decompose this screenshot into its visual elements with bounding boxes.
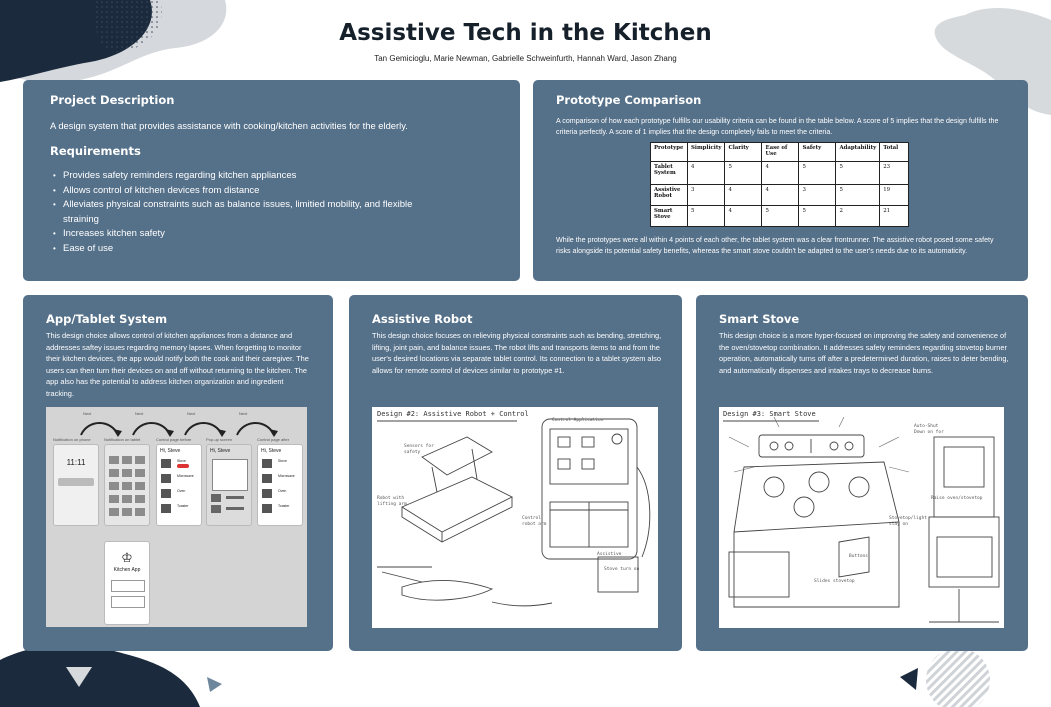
comparison-intro: A comparison of how each prototype fulfills our usability criteria can be found in the table below. A score of 5 implies that the design fulfills the criteria perfectly. A score of 1 implies that the design completely fails to meet the criteria.: [556, 117, 999, 136]
screen-label: Pop-up screen: [206, 437, 233, 442]
prototype-comparison-panel: [533, 80, 1028, 281]
table-cell: 3: [799, 185, 836, 206]
stove-sketch-title: Design #3: Smart Stove: [723, 410, 816, 418]
robot-sketch-title: Design #2: Assistive Robot + Control: [377, 410, 529, 418]
robot-heading: Assistive Robot: [372, 312, 473, 326]
robot-sketch-drawing: [372, 407, 658, 628]
requirement-item: • Increases kitchen safety: [50, 227, 420, 242]
table-header-row: [651, 143, 909, 162]
assistive-robot-panel: [349, 295, 682, 651]
table-cell: 3: [688, 185, 725, 206]
svg-text:lifting arm: lifting arm: [377, 502, 407, 507]
comparison-heading: Prototype Comparison: [556, 93, 702, 107]
table-cell: 5: [799, 206, 836, 227]
svg-text:Control Application: Control Application: [552, 418, 604, 423]
popup-screen: [206, 444, 252, 526]
table-cell: 23: [880, 162, 909, 185]
svg-text:Buttons: Buttons: [849, 554, 868, 559]
kitchen-app-home-screen: [104, 541, 150, 625]
svg-text:Raise oven/stovetop: Raise oven/stovetop: [931, 496, 983, 501]
control-page-before: [156, 444, 202, 526]
device-label: Microwave: [278, 474, 295, 478]
requirement-item: • Provides safety reminders regarding kitchen appliances: [50, 169, 420, 184]
device-label: Microwave: [177, 474, 194, 478]
table-cell: 4: [762, 185, 799, 206]
screen-label: Notification on phone: [53, 437, 91, 442]
greeting-text: Hi, Steve: [210, 448, 231, 454]
table-header-cell: Simplicity: [688, 143, 725, 162]
requirements-list: [50, 169, 420, 257]
stove-heading: Smart Stove: [719, 312, 800, 326]
comparison-summary: While the prototypes were all within 4 points of each other, the tablet system was a clear frontrunner. The assistive robot posed some safety risks alongside its potential safety benefits, whereas the smart stove couldn't be adapted to the user's needs due to its automaticity.: [556, 236, 994, 255]
phone-notification-screen: [53, 444, 99, 526]
table-cell: 21: [880, 206, 909, 227]
greeting-text: Hi, Steve: [160, 448, 181, 454]
table-row: [651, 206, 909, 227]
table-cell: 2: [836, 206, 880, 227]
comparison-table: [650, 142, 909, 227]
svg-text:Sensors for: Sensors for: [404, 444, 434, 449]
table-cell: 5: [725, 162, 762, 185]
device-label: Stove: [177, 459, 186, 463]
table-cell: 4: [725, 185, 762, 206]
svg-text:Down on for: Down on for: [914, 430, 944, 435]
table-header-cell: Safety: [799, 143, 836, 162]
table-row: [651, 185, 909, 206]
table-row: [651, 162, 909, 185]
table-cell: Smart Stove: [651, 206, 688, 227]
greeting-text: Hi, Steve: [261, 448, 282, 454]
smart-stove-panel: [696, 295, 1028, 651]
svg-text:stay on: stay on: [889, 522, 908, 527]
app-screens-image: [46, 407, 307, 627]
table-header-cell: Adaptability: [836, 143, 880, 162]
app-tablet-panel: [23, 295, 333, 651]
table-cell: Assistive Robot: [651, 185, 688, 206]
svg-text:Slides stovetop: Slides stovetop: [814, 579, 855, 584]
screen-label: Notification on tablet: [104, 437, 141, 442]
stove-description: This design choice is a more hyper-focused on improving the safety and convenience of the oven/stovetop combination. It addresses safety reminders regarding stovetop burner operation, automatically turns off after a predetermined duration, raises to deter bending, and automatically dispenses and intakes trays to decrease burns.: [719, 331, 1009, 375]
device-label: Toaster: [278, 504, 290, 508]
next-label: Next: [239, 411, 248, 416]
table-cell: 5: [762, 206, 799, 227]
table-header-cell: Total: [880, 143, 909, 162]
screen-label: Control page after: [257, 437, 290, 442]
device-label: Stove: [278, 459, 287, 463]
poster-title: Assistive Tech in the Kitchen: [339, 20, 712, 46]
robot-sketch-image: [372, 407, 658, 628]
robot-description: This design choice focuses on relieving physical constraints such as bending, stretching, lifting, joint pain, and balance issues. The robot lifts and transports items to and from the user's desired locations via separate tablet control. Its connection to a tablet system also allows for remote control of devices similar to prototype #1.: [372, 331, 662, 375]
device-label: Oven: [278, 489, 287, 493]
phone-clock: 11:11: [66, 458, 86, 467]
svg-text:safety: safety: [404, 450, 421, 455]
stove-sketch-drawing: [719, 407, 1004, 628]
svg-text:Assistive: Assistive: [597, 552, 622, 557]
table-header-cell: Clarity: [725, 143, 762, 162]
table-cell: 5: [836, 185, 880, 206]
table-cell: 4: [725, 206, 762, 227]
project-description: A design system that provides assistance with cooking/kitchen activities for the elderly.: [50, 120, 408, 131]
next-label: Next: [135, 411, 144, 416]
poster-authors: Tan Gemicioglu, Marie Newman, Gabrielle Schweinfurth, Hannah Ward, Jason Zhang: [374, 54, 677, 63]
control-page-after: [257, 444, 303, 526]
screen-label: Control page before: [156, 437, 192, 442]
table-header-cell: Prototype: [651, 143, 688, 162]
table-cell: 5: [836, 162, 880, 185]
svg-text:robot arm: robot arm: [522, 522, 547, 527]
tablet-notification-screen: [104, 444, 150, 526]
table-cell: 4: [762, 162, 799, 185]
table-cell: 5: [799, 162, 836, 185]
svg-text:Stovetop/light: Stovetop/light: [889, 516, 927, 521]
table-header-cell: Ease of Use: [762, 143, 799, 162]
table-cell: 4: [688, 162, 725, 185]
svg-text:Robot with: Robot with: [377, 496, 405, 501]
svg-text:Stove turn on: Stove turn on: [604, 567, 640, 572]
stove-sketch-image: [719, 407, 1004, 628]
chef-hat-icon: ♔: [121, 550, 133, 565]
project-heading: Project Description: [50, 93, 175, 107]
next-label: Next: [187, 411, 196, 416]
requirement-item: • Ease of use: [50, 242, 420, 257]
requirements-heading: Requirements: [50, 144, 141, 158]
next-label: Next: [83, 411, 92, 416]
table-cell: 19: [880, 185, 909, 206]
app-description: This design choice allows control of kitchen appliances from a distance and addresses saftey issues regarding memory lapses. When forgetting to monitor their kitchen devices, the app would notify both the cook and their caregiver. The users can then turn their devices on and off without returning to the kitchen. The app also has the potential to address kitchen organization and ingredient tracking.: [46, 331, 309, 398]
device-label: Toaster: [177, 504, 189, 508]
svg-text:Auto-Shut: Auto-Shut: [914, 424, 939, 429]
kitchen-app-label: Kitchen App: [113, 567, 141, 573]
project-description-panel: [23, 80, 520, 281]
table-cell: 5: [688, 206, 725, 227]
requirement-item: • Alleviates physical constraints such as balance issues, limitied mobility, and flexible straining: [50, 198, 420, 227]
device-label: Oven: [177, 489, 186, 493]
svg-text:Control: Control: [522, 516, 541, 521]
table-cell: Tablet System: [651, 162, 688, 185]
requirement-item: • Allows control of kitchen devices from distance: [50, 184, 420, 199]
app-heading: App/Tablet System: [46, 312, 168, 326]
